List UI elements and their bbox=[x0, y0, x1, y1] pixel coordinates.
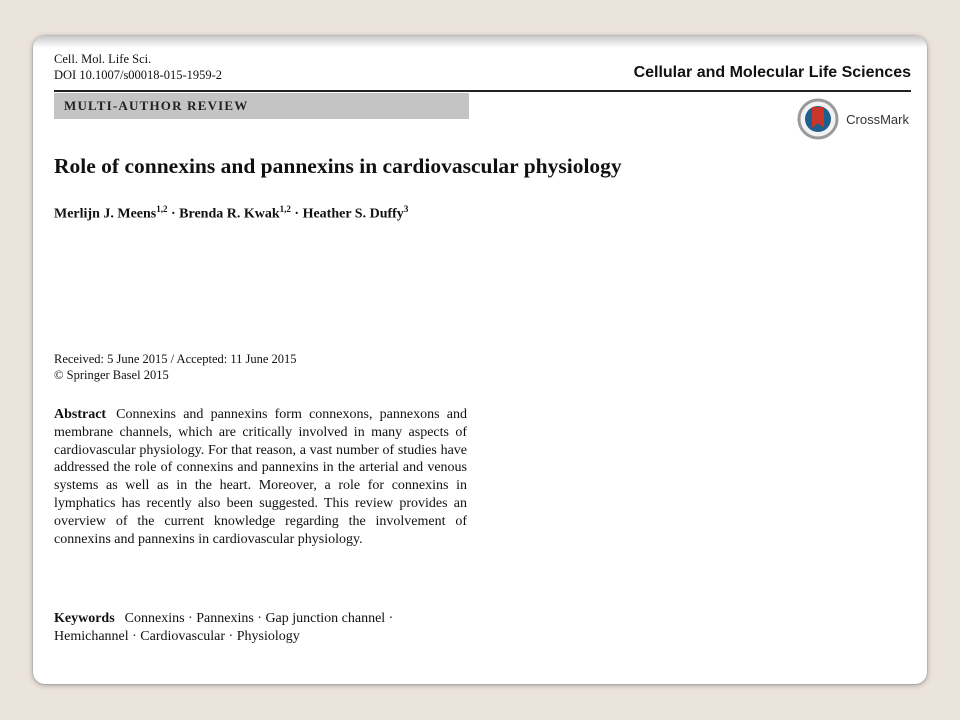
author-list bbox=[54, 204, 408, 223]
doi: DOI 10.1007/s00018-015-1959-2 bbox=[54, 68, 223, 82]
journal-name: Cellular and Molecular Life Sciences bbox=[633, 64, 911, 81]
crossmark-label: CrossMark bbox=[846, 111, 909, 127]
article-title: Role of connexins and pannexins in cardiovascular physiology bbox=[54, 154, 622, 178]
slide-card bbox=[33, 36, 927, 684]
journal-abbreviation: Cell. Mol. Life Sci. bbox=[54, 52, 152, 66]
author-affiliation: 1,2 bbox=[279, 204, 291, 214]
keywords bbox=[54, 610, 467, 646]
abstract-label: Abstract bbox=[54, 407, 107, 422]
abstract bbox=[54, 406, 467, 548]
abstract-text: Connexins and pannexins form connexons, pannexons and membrane channels, which are critically involved in many aspects of cardiovascular physiology. For that reason, a vast number of studies have addressed the role of connexins and pannexins in the arterial and venous systems as well as in the heart. Moreover, a role for connexins in lymphatics has recently also been suggested. This review provides an overview of the current knowledge regarding the involvement of connexins and pannexins in cardiovascular physiology. bbox=[54, 407, 467, 547]
crossmark-icon bbox=[794, 98, 842, 140]
header-rule bbox=[54, 90, 911, 92]
received-accepted-dates: Received: 5 June 2015 / Accepted: 11 June 2015 bbox=[54, 352, 297, 366]
copyright-line: © Springer Basel 2015 bbox=[54, 368, 169, 382]
author-separator: · bbox=[290, 206, 303, 222]
author-name: Heather S. Duffy bbox=[302, 206, 404, 222]
author-affiliation: 1,2 bbox=[156, 204, 168, 214]
author-affiliation: 3 bbox=[403, 204, 409, 214]
author-name: Brenda R. Kwak bbox=[179, 206, 280, 222]
slide-top-shade bbox=[33, 36, 927, 48]
author-name: Merlijn J. Meens bbox=[54, 206, 157, 222]
keywords-label: Keywords bbox=[54, 611, 115, 626]
author-separator: · bbox=[167, 206, 180, 222]
keywords-text: Connexins · Pannexins · Gap junction channel · Hemichannel · Cardiovascular · Physiology bbox=[54, 611, 394, 644]
crossmark-badge[interactable] bbox=[794, 98, 909, 140]
article-type-banner: MULTI-AUTHOR REVIEW bbox=[54, 93, 469, 119]
